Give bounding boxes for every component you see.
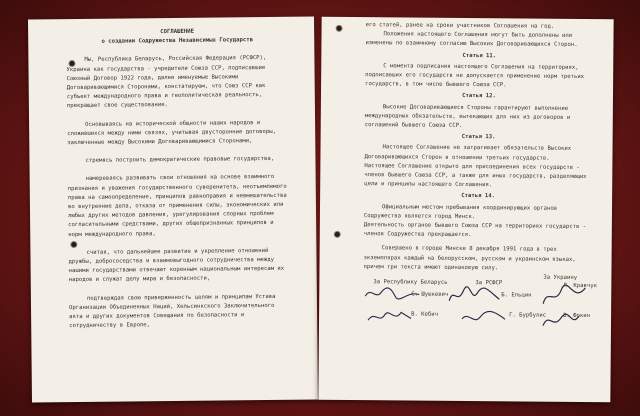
document-page-left: [28, 17, 318, 403]
article-heading: Статья 14.: [461, 193, 495, 200]
continuation-text: его статей, ранее на сроки участников Соглашения на год.: [365, 22, 555, 30]
right-page-text: [363, 21, 598, 348]
handwritten-signature: [539, 310, 583, 332]
signatory-name: С. Шушкевич: [411, 291, 449, 298]
signature-block: [363, 274, 598, 348]
signatory-label-ukraine: За Украину: [543, 274, 578, 282]
article-text: С момента подписания настоящего Соглашения на территориях, подписавших его государств не допускается применение норм третьих государств, в том числе бывшего Союза ССР.: [365, 63, 585, 89]
handwritten-signature: [459, 307, 509, 327]
handwritten-signature: [447, 285, 503, 307]
signatory-name: В. Кебич: [411, 311, 439, 318]
signatory-label-belarus: За Республику Беларусь: [373, 279, 448, 286]
closing-text: Совершено в городе Минске 8 декабря 1991 года в трех экземплярах каждый на белорусском, русском и украинском языках, причем три текста имеют одинаковую силу.: [363, 245, 576, 272]
signatory-name: Г. Бурбулис: [509, 312, 547, 319]
preamble-paragraph: подтверждая свою приверженность целям и принципам Устава Организации Объединенных Наций, Хельсинкского Заключительного акта и других документов Совещания по безопасности и сотрудничеству в Европе,: [68, 293, 276, 330]
article-heading: Статья 12.: [462, 93, 496, 100]
article-heading: Статья 11.: [462, 52, 497, 59]
signatory-name: Л. Кравчук: [563, 282, 598, 290]
document-title: СОГЛАШЕНИЕ: [160, 28, 195, 36]
document-page-right: [318, 17, 613, 403]
preamble-paragraph: Мы, Республика Беларусь, Российская Федерация (РСФСР), Украина как государства - учредители Союза ССР, подписавшие Союзный Договор 1922 года, далее именуемые Высокими Договаривающимися Сторонами, констатируем, что Союз ССР как субъект международного права и геополитическая реальность, прекращает свое существование.: [66, 55, 267, 110]
document-subtitle: о создании Содружества Независимых Государств: [101, 37, 254, 45]
punch-hole: [334, 231, 341, 238]
signatory-name: Б. Ельцин: [501, 292, 532, 299]
preamble-paragraph: Основываясь на исторической общности наших народов и сложившихся между ними связях, учитывая двусторонние договоры, заключенные между Высокими Договаривающимися Сторонами,: [67, 119, 277, 147]
preamble-paragraph: считая, что дальнейшее развитие и укрепление отношений дружбы, добрососедства и взаимовыгодного сотрудничества между нашими государствами отвечают коренным национальным интересам их народов и служат делу мира и безопасности,: [68, 247, 285, 284]
article-text: Официальным местом пребывания координирующих органов Содружества является город Минск. Деятельность органов бывшего Союза ССР на территориях государств - членов Содружества прекращается.: [363, 203, 587, 239]
article-heading: Статья 13.: [461, 134, 496, 141]
handwritten-signature: [365, 306, 415, 326]
preamble-paragraph: намереваясь развивать свои отношения на основе взаимного признания и уважения государственного суверенитета, неотъемлемого права на самоопределение, принципов равноправия и невмешательства во внутренние дела, отказа от применения силы, экономических или любых других методов давления, урегулирования спорных проблем согласительными средствами, других общепризнанных принципов и норм международного права,: [67, 174, 287, 238]
signatory-name: В. Фокин: [563, 312, 591, 320]
handwritten-signature: [539, 284, 589, 308]
article-text: Высокие Договаривающиеся Стороны гарантируют выполнение международных обязательств, вытекающих для них из договоров и соглашений бывшего Союза ССР.: [364, 103, 571, 129]
continuation-text: Положения настоящего Соглашения могут быть дополнены или изменены по взаимному согласию Высоких Договаривающихся Сторон.: [365, 31, 578, 49]
punch-hole: [336, 25, 343, 32]
signatory-label-rsfsr: За РСФСР: [475, 280, 503, 287]
preamble-paragraph: стремясь построить демократические правовые государства,: [85, 156, 275, 165]
article-text: Настоящее Соглашение не затрагивает обязательств Высоких Договаривающихся Сторон в отношении третьих государств. Настоящее Соглашение открыто для присоединения всех государств - членов бывшего Союза ССР, а также для иных государств, разделяющих цели и принципы настоящего Соглашения.: [364, 144, 587, 189]
handwritten-signature: [363, 284, 423, 303]
left-page-text: [66, 27, 291, 332]
